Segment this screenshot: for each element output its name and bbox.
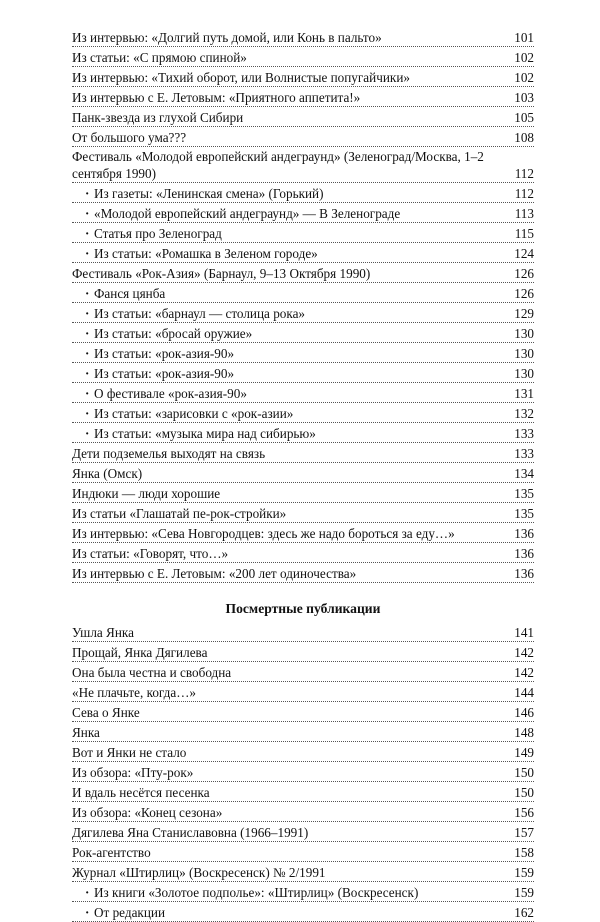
toc-entry bbox=[72, 742, 534, 762]
toc-entry-title: Из интервью: «Сева Новгородцев: здесь же надо бороться за еду…» bbox=[72, 526, 455, 541]
toc-entry-title: Дягилева Яна Станиславовна (1966–1991) bbox=[72, 825, 309, 840]
toc-entry-title: Фестиваль «Рок-Азия» (Барнаул, 9–13 Октября 1990) bbox=[72, 266, 371, 281]
toc-entry-title: Журнал «Штирлиц» (Воскресенск) № 2/1991 bbox=[72, 865, 326, 880]
toc-entry-title: Из статьи: «С прямою спиной» bbox=[72, 50, 247, 65]
toc-entry-title: Из интервью с Е. Летовым: «200 лет одиночества» bbox=[72, 566, 357, 581]
toc-entry-title: Из интервью: «Долгий путь домой, или Конь в пальто» bbox=[72, 30, 382, 45]
toc-entry-festival-zelenograd bbox=[72, 147, 534, 183]
toc-entry-page: 126 bbox=[514, 266, 534, 281]
toc-entry bbox=[72, 243, 534, 263]
toc-entry bbox=[72, 27, 534, 47]
toc-entry-title: · Из статьи: «рок-азия-90» bbox=[72, 365, 508, 382]
toc-entry-title: Рок-агентство bbox=[72, 845, 151, 860]
toc-entry bbox=[72, 343, 534, 363]
toc-entry-title: · Из статьи: «барнаул — столица рока» bbox=[72, 305, 508, 322]
toc-list-part-2 bbox=[72, 183, 534, 583]
toc-entry-page: 135 bbox=[514, 506, 534, 521]
toc-entry-page: 131 bbox=[514, 386, 534, 401]
toc-entry bbox=[72, 822, 534, 842]
toc-entry bbox=[72, 702, 534, 722]
toc-entry-title: · Из статьи: «рок-азия-90» bbox=[72, 345, 508, 362]
toc-entry-page: 159 bbox=[514, 865, 534, 880]
toc-entry-page: 157 bbox=[514, 825, 534, 840]
toc-entry-page: 156 bbox=[514, 805, 534, 820]
toc-entry-title: Ушла Янка bbox=[72, 625, 134, 640]
toc-entry-page: 149 bbox=[514, 745, 534, 760]
toc-entry-page: 142 bbox=[514, 665, 534, 680]
toc-entry bbox=[72, 722, 534, 742]
toc-entry-title: · Фанся цянба bbox=[72, 285, 508, 302]
toc-entry-title: Из статьи «Глашатай пе-рок-стройки» bbox=[72, 506, 287, 521]
toc-entry bbox=[72, 862, 534, 882]
toc-entry-page: 105 bbox=[514, 110, 534, 125]
section-heading-posthumous: Посмертные публикации bbox=[225, 601, 381, 616]
toc-entry-page: 159 bbox=[514, 885, 534, 900]
toc-entry-page: 148 bbox=[514, 725, 534, 740]
toc-entry bbox=[72, 403, 534, 423]
toc-entry bbox=[72, 662, 534, 682]
toc-entry-page: 112 bbox=[514, 166, 534, 181]
toc-entry-page: 130 bbox=[514, 326, 534, 341]
toc-entry-page: 130 bbox=[514, 346, 534, 361]
toc-entry-title: · О фестивале «рок-азия-90» bbox=[72, 385, 508, 402]
toc-entry-page: 129 bbox=[514, 306, 534, 321]
toc-entry-title: · «Молодой европейский андеграунд» — В Зеленограде bbox=[72, 205, 509, 222]
toc-entry-title: · Из статьи: «зарисовки с «рок-азии» bbox=[72, 405, 508, 422]
toc-entry-page: 124 bbox=[514, 246, 534, 261]
toc-entry bbox=[72, 223, 534, 243]
toc-entry-page: 135 bbox=[514, 486, 534, 501]
toc-entry-page: 136 bbox=[514, 546, 534, 561]
toc-entry bbox=[72, 423, 534, 443]
toc-entry-page: 162 bbox=[514, 905, 534, 920]
toc-entry-title: Фестиваль «Молодой европейский андеграунд» (Зеленоград/Москва, 1–2 сентября 1990) bbox=[72, 149, 484, 181]
toc-entry-title: Янка bbox=[72, 725, 100, 740]
toc-entry-title: Вот и Янки не стало bbox=[72, 745, 187, 760]
toc-entry-title: · Из статьи: «музыка мира над сибирью» bbox=[72, 425, 508, 442]
toc-entry-title: Индюки — люди хорошие bbox=[72, 486, 221, 501]
toc-entry bbox=[72, 303, 534, 323]
toc-entry bbox=[72, 203, 534, 223]
toc-entry bbox=[72, 183, 534, 203]
toc-entry bbox=[72, 622, 534, 642]
toc-entry-title: Она была честна и свободна bbox=[72, 665, 232, 680]
toc-entry bbox=[72, 543, 534, 563]
toc-entry-title: · Из статьи: «бросай оружие» bbox=[72, 325, 508, 342]
toc-entry-page: 133 bbox=[514, 426, 534, 441]
toc-entry bbox=[72, 443, 534, 463]
toc-entry-page: 142 bbox=[514, 645, 534, 660]
toc-entry-title: Прощай, Янка Дягилева bbox=[72, 645, 208, 660]
toc-entry-title: Из обзора: «Пту-рок» bbox=[72, 765, 194, 780]
toc-entry-page: 102 bbox=[514, 70, 534, 85]
toc-entry-page: 144 bbox=[514, 685, 534, 700]
toc-entry-page: 141 bbox=[514, 625, 534, 640]
toc-entry bbox=[72, 87, 534, 107]
toc-entry-page: 126 bbox=[514, 286, 534, 301]
toc-entry bbox=[72, 523, 534, 543]
toc-entry bbox=[72, 563, 534, 583]
toc-entry bbox=[72, 463, 534, 483]
toc-entry-title: Янка (Омск) bbox=[72, 466, 143, 481]
toc-entry bbox=[72, 882, 534, 902]
table-of-contents bbox=[72, 27, 534, 922]
toc-entry bbox=[72, 107, 534, 127]
toc-entry-title: Сева о Янке bbox=[72, 705, 140, 720]
toc-entry-page: 133 bbox=[514, 446, 534, 461]
toc-entry-title: · Из книги «Золотое подполье»: «Штирлиц» (Воскресенск) bbox=[72, 884, 508, 901]
toc-entry-page: 158 bbox=[514, 845, 534, 860]
toc-entry bbox=[72, 802, 534, 822]
toc-entry-title: Из интервью с Е. Летовым: «Приятного аппетита!» bbox=[72, 90, 361, 105]
toc-entry-page: 113 bbox=[514, 206, 534, 221]
toc-entry-page: 101 bbox=[514, 30, 534, 45]
toc-entry-title: · От редакции bbox=[72, 904, 508, 921]
toc-entry-page: 150 bbox=[514, 765, 534, 780]
toc-entry-title: Из обзора: «Конец сезона» bbox=[72, 805, 223, 820]
toc-entry-title: · Статья про Зеленоград bbox=[72, 225, 509, 242]
toc-list-part-3 bbox=[72, 622, 534, 922]
toc-entry-page: 134 bbox=[514, 466, 534, 481]
toc-entry-title: Дети подземелья выходят на связь bbox=[72, 446, 266, 461]
toc-entry bbox=[72, 67, 534, 87]
toc-entry-page: 103 bbox=[514, 90, 534, 105]
toc-entry-title: Из интервью: «Тихий оборот, или Волнистые попугайчики» bbox=[72, 70, 410, 85]
toc-entry-title: Панк-звезда из глухой Сибири bbox=[72, 110, 244, 125]
toc-entry bbox=[72, 323, 534, 343]
toc-entry-page: 136 bbox=[514, 526, 534, 541]
toc-entry bbox=[72, 383, 534, 403]
toc-entry-page: 108 bbox=[514, 130, 534, 145]
toc-entry-page: 112 bbox=[514, 186, 534, 201]
toc-entry bbox=[72, 782, 534, 802]
toc-entry-title: «Не плачьте, когда…» bbox=[72, 685, 197, 700]
toc-entry bbox=[72, 902, 534, 922]
toc-entry bbox=[72, 263, 534, 283]
toc-entry bbox=[72, 283, 534, 303]
toc-entry bbox=[72, 842, 534, 862]
toc-entry-page: 132 bbox=[514, 406, 534, 421]
toc-entry bbox=[72, 503, 534, 523]
toc-entry-title: Из статьи: «Говорят, что…» bbox=[72, 546, 229, 561]
toc-entry-title: · Из статьи: «Ромашка в Зеленом городе» bbox=[72, 245, 508, 262]
toc-entry-page: 136 bbox=[514, 566, 534, 581]
toc-entry-title: И вдаль несётся песенка bbox=[72, 785, 210, 800]
toc-entry bbox=[72, 127, 534, 147]
toc-entry-title: От большого ума??? bbox=[72, 130, 187, 145]
toc-entry-page: 130 bbox=[514, 366, 534, 381]
toc-entry-page: 150 bbox=[514, 785, 534, 800]
toc-entry bbox=[72, 47, 534, 67]
toc-entry bbox=[72, 762, 534, 782]
toc-entry bbox=[72, 483, 534, 503]
toc-entry-page: 115 bbox=[514, 226, 534, 241]
toc-entry-page: 102 bbox=[514, 50, 534, 65]
toc-list-part-1 bbox=[72, 27, 534, 147]
toc-entry bbox=[72, 363, 534, 383]
toc-entry bbox=[72, 642, 534, 662]
toc-entry-title: · Из газеты: «Ленинская смена» (Горький) bbox=[72, 185, 509, 202]
toc-entry bbox=[72, 682, 534, 702]
toc-entry-page: 146 bbox=[514, 705, 534, 720]
